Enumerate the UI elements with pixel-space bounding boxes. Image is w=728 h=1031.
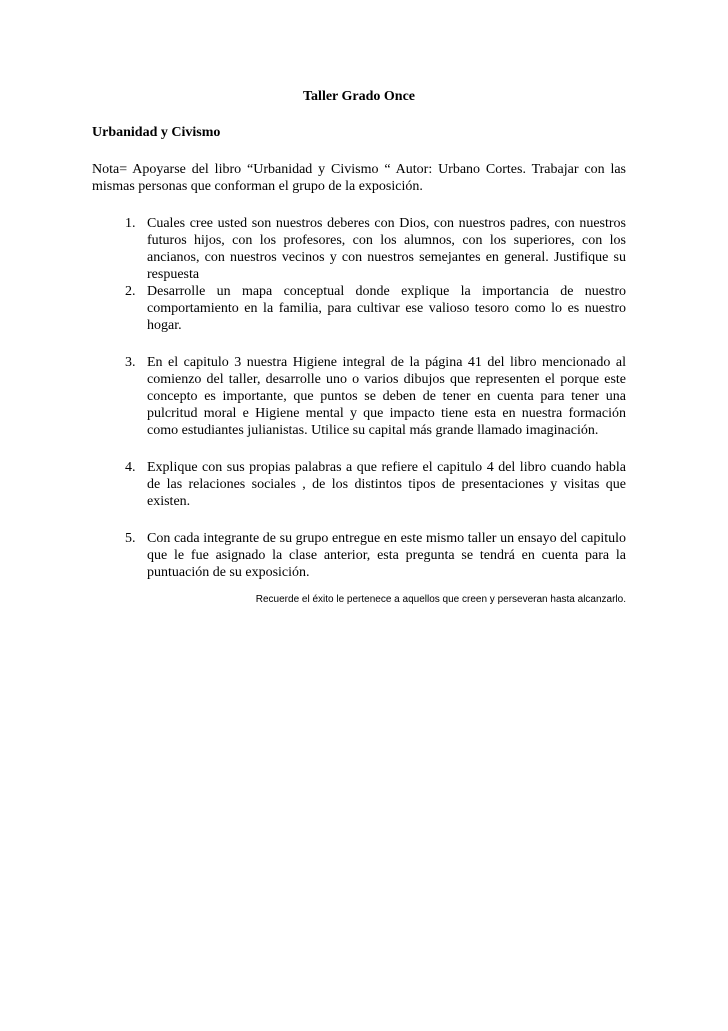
question-list xyxy=(92,215,626,581)
question-text: Explique con sus propias palabras a que refiere el capitulo 4 del libro cuando habla de las relaciones sociales , de los distintos tipos de presentaciones y visitas que existen. xyxy=(147,460,626,509)
question-item-1 xyxy=(92,215,626,283)
nota-paragraph: Nota= Apoyarse del libro “Urbanidad y Civismo “ Autor: Urbano Cortes. Trabajar con las mismas personas que conforman el grupo de la exposición. xyxy=(92,162,626,194)
question-number: 1. xyxy=(125,216,136,231)
question-number: 4. xyxy=(125,460,136,475)
question-item-2 xyxy=(92,283,626,334)
question-number: 5. xyxy=(125,531,136,546)
document-title: Taller Grado Once xyxy=(303,89,415,104)
question-text: Cuales cree usted son nuestros deberes con Dios, con nuestros padres, con nuestros futuros hijos, con los profesores, con los alumnos, con los superiores, con los ancianos, con nuestros vecinos y con nuestros semejantes en general. Justifique su respuesta xyxy=(147,216,626,282)
subject-heading: Urbanidad y Civismo xyxy=(92,125,221,140)
question-text: Desarrolle un mapa conceptual donde explique la importancia de nuestro comportamiento en la familia, para cultivar ese valioso tesoro como lo es nuestro hogar. xyxy=(147,284,626,333)
question-text: Con cada integrante de su grupo entregue en este mismo taller un ensayo del capitulo que le fue asignado la clase anterior, esta pregunta se tendrá en cuenta para la puntuación de su exposición. xyxy=(147,531,626,580)
question-text: En el capitulo 3 nuestra Higiene integral de la página 41 del libro mencionado al comienzo del taller, desarrolle uno o varios dibujos que representen el porque este concepto es importante, que puntos se deben de tener en cuenta para tener una pulcritud moral e Higiene mental y que impacto tiene esta en nuestra formación como estudiantes julianistas. Utilice su capital más grande llamado imaginación. xyxy=(147,355,626,438)
question-item-3 xyxy=(92,354,626,439)
question-number: 2. xyxy=(125,284,136,299)
question-item-4 xyxy=(92,459,626,510)
question-item-5 xyxy=(92,530,626,581)
closing-quote: Recuerde el éxito le pertenece a aquellos que creen y perseveran hasta alcanzarlo. xyxy=(255,594,626,605)
question-number: 3. xyxy=(125,355,136,370)
document-page xyxy=(92,88,626,606)
